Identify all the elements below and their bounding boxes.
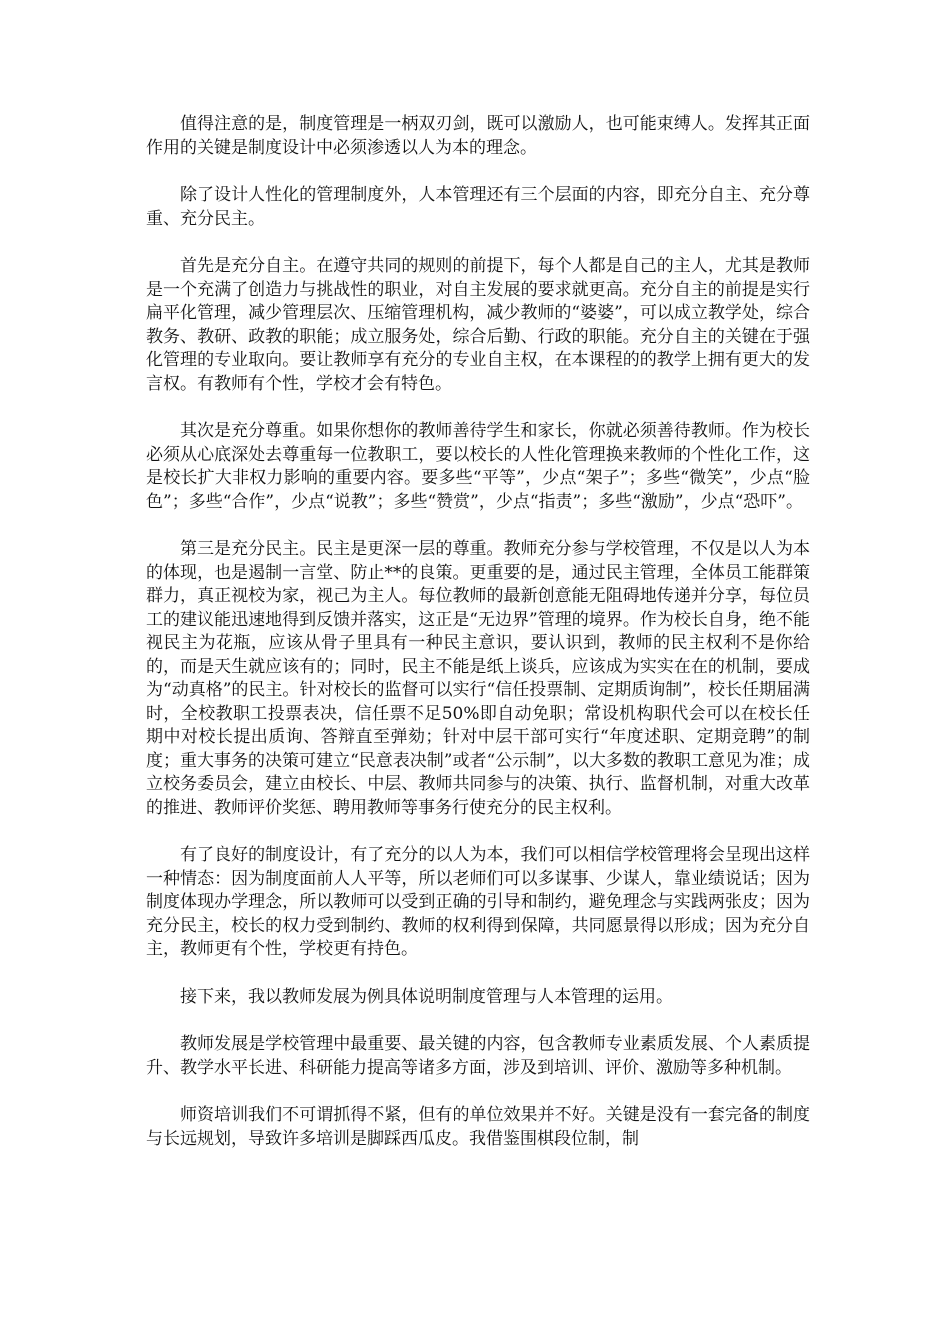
paragraph-teacher-development: 教师发展是学校管理中最重要、最关键的内容，包含教师专业素质发展、个人素质提升、教学水平长进、科研能力提高等诸多方面，涉及到培训、评价、激励等多种机制。 [146,1034,810,1078]
paragraph-full-democracy: 第三是充分民主。民主是更深一层的尊重。教师充分参与学校管理，不仅是以人为本的体现，也是遏制一言堂、防止**的良策。更重要的是，通过民主管理，全体员工能群策群力，真正视校为家，视己为主人。每位教师的最新创意能无阻碍地传递并分享，每位员工的建议能迅速地得到反馈并落实，这正是“无边界”管理的境界。作为校长自身，绝不能视民主为花瓶，应该从骨子里具有一种民主意识，要认识到，教师的民主权利不是你给的，而是天生就应该有的；同时，民主不能是纸上谈兵，应该成为实实在在的机制，要成为“动真格”的民主。针对校长的监督可以实行“信任投票制、定期质询制”，校长任期届满时，全校教职工投票表决，信任票不足50%即自动免职；常设机构职代会可以在校长任期中对校长提出质询、答辩直至弹劾；针对中层干部可实行“年度述职、定期竞聘”的制度；重大事务的决策可建立“民意表决制”或者“公示制”，以大多数的教职工意见为准；成立校务委员会，建立由校长、中层、教师共同参与的决策、执行、监督机制，对重大改革的推进、教师评价奖惩、聘用教师等事务行使充分的民主权利。 [146,539,810,818]
paragraph-three-levels: 除了设计人性化的管理制度外，人本管理还有三个层面的内容，即充分自主、充分尊重、充分民主。 [146,185,810,229]
paragraph-good-design: 有了良好的制度设计，有了充分的以人为本，我们可以相信学校管理将会呈现出这样一种情态：因为制度面前人人平等，所以老师们可以多谋事、少谋人，靠业绩说话；因为制度体现办学理念，所以教师可以受到正确的引导和制约，避免理念与实践两张皮；因为充分民主，校长的权力受到制约、教师的权利得到保障，共同愿景得以形成；因为充分自主，教师更有个性，学校更有持色。 [146,845,810,959]
paragraph-full-autonomy: 首先是充分自主。在遵守共同的规则的前提下，每个人都是自己的主人，尤其是教师是一个充满了创造力与挑战性的职业，对自主发展的要求就更高。充分自主的前提是实行扁平化管理，减少管理层次、压缩管理机构，减少教师的“婆婆”，可以成立教学处，综合教务、教研、政教的职能；成立服务处，综合后勤、行政的职能。充分自主的关键在于强化管理的专业取向。要让教师享有充分的专业自主权，在本课程的的教学上拥有更大的发言权。有教师有个性，学校才会有特色。 [146,256,810,394]
paragraph-teacher-training: 师资培训我们不可谓抓得不紧，但有的单位效果并不好。关键是没有一套完备的制度与长远规划，导致许多培训是脚踩西瓜皮。我借鉴围棋段位制，制 [146,1105,810,1149]
paragraph-next-example: 接下来，我以教师发展为例具体说明制度管理与人本管理的运用。 [180,986,673,1007]
document-body [146,113,810,1175]
paragraph-full-respect: 其次是充分尊重。如果你想你的教师善待学生和家长，你就必须善待教师。作为校长必须从心底深处去尊重每一位教职工，要以校长的人性化管理换来教师的个性化工作，这是校长扩大非权力影响的重要内容。要多些“平等”，少点“架子”；多些“微笑”，少点“脸色”；多些“合作”，少点“说教”；多些“赞赏”，少点“指责”；多些“激励”，少点“恐吓”。 [146,421,810,512]
paragraph-autonomy-note: 值得注意的是，制度管理是一柄双刃剑，既可以激励人，也可能束缚人。发挥其正面作用的关键是制度设计中必须渗透以人为本的理念。 [146,114,810,158]
